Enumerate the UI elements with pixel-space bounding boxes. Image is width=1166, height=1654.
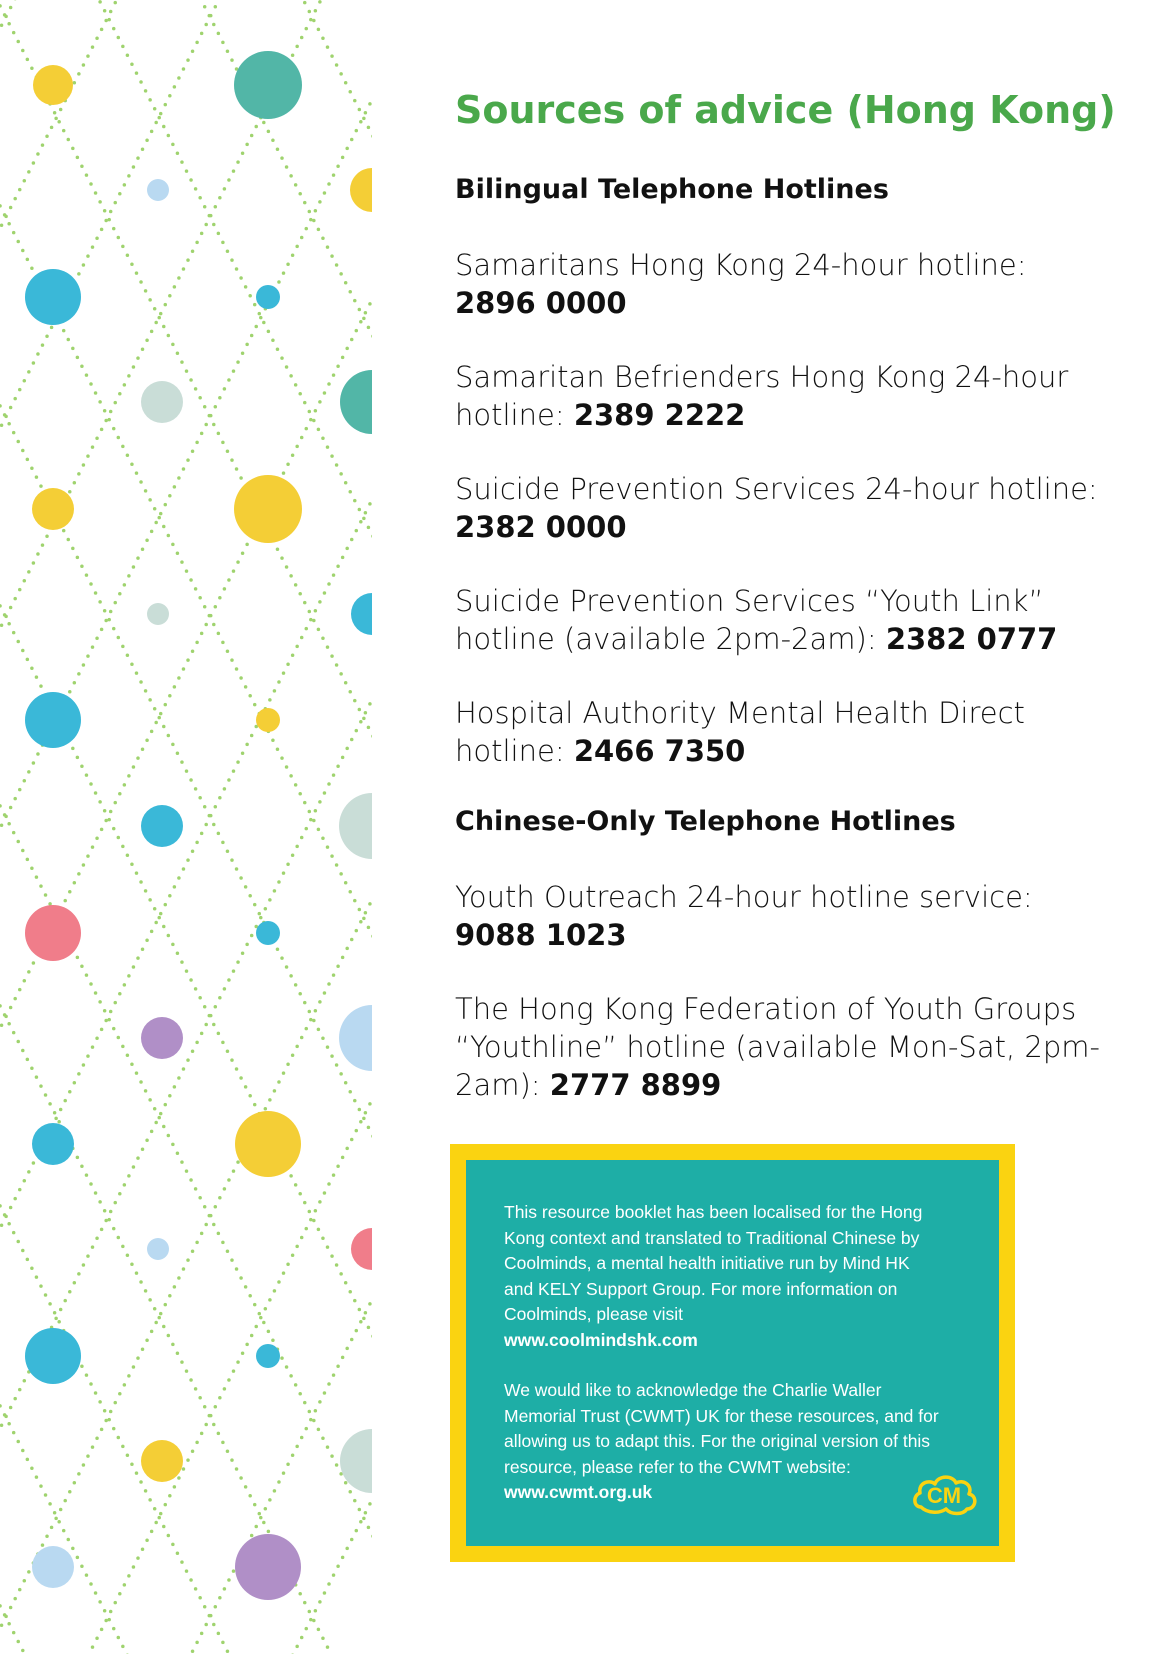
circle [25,269,81,325]
cwmt-link[interactable]: www.cwmt.org.uk [504,1482,653,1502]
circle [339,1005,372,1071]
hotline-description: Suicide Prevention Services “Youth Link” hotline (available 2pm-2am): [455,583,1044,656]
circle [340,370,372,434]
hotline-number: 2466 7350 [573,733,746,768]
circle [141,381,183,423]
hotline-number: 2389 2222 [573,397,746,432]
circle [32,488,74,530]
hotline-description: The Hong Kong Federation of Youth Groups “Youthline” hotline (available Mon-Sat, 2pm-2am): [455,992,1100,1103]
main-content [455,88,1135,1104]
hotline-description: Youth Outreach 24-hour hotline service: [455,880,1033,915]
colored-circles [25,51,372,1600]
circle [25,905,81,961]
hotline-number: 2382 0000 [455,509,627,544]
circle [256,708,280,732]
info-paragraph-coolminds [504,1200,939,1353]
circle [256,921,280,945]
lattice-lines [0,0,372,1654]
circle [350,168,372,212]
coolminds-logo [911,1469,981,1525]
circle [256,1344,280,1368]
hotline-number: 2777 8899 [549,1068,722,1103]
circle [339,793,372,859]
hotline-number: 2382 0777 [885,621,1058,656]
hotline-entry [455,470,1135,546]
info-text: This resource booklet has been localised for the Hong Kong context and translated to Traditional Chinese by Coolminds, a mental health initiative run by Mind HK and KELY Support Group. For more information on Coolminds, please visit [504,1202,923,1324]
info-box-panel [466,1160,999,1546]
decorative-dot-pattern [0,0,372,1654]
hotline-number: 2896 0000 [455,285,627,320]
circle [32,1546,74,1588]
circle [351,1228,372,1270]
circle [25,1328,81,1384]
circle [256,285,280,309]
page-title: Sources of advice (Hong Kong) [455,88,1116,132]
info-paragraph-cwmt [504,1378,939,1506]
circle [141,805,183,847]
hotline-description: Hospital Authority Mental Health Direct hotline: [455,695,1025,768]
hotline-entry [455,358,1135,434]
circle [147,179,169,201]
circle [141,1440,183,1482]
logo-text: CM [926,1482,962,1508]
hotline-entry [455,582,1135,658]
hotline-entry [455,878,1135,954]
circle [147,603,169,625]
section-heading-bilingual: Bilingual Telephone Hotlines [455,173,889,205]
circle [32,1123,74,1165]
circle [234,51,302,119]
hotline-entry [455,990,1135,1104]
circle [235,1111,301,1177]
coolminds-link[interactable]: www.coolmindshk.com [504,1329,698,1350]
section-heading-chinese-only: Chinese-Only Telephone Hotlines [455,805,956,837]
info-text: We would like to acknowledge the Charlie Waller Memorial Trust (CWMT) UK for these resources, and for allowing us to adapt this. For the original version of this resource, please refer to the CWMT website: [504,1380,939,1477]
hotline-description: Suicide Prevention Services 24-hour hotline: [455,471,1098,506]
hotline-entry [455,694,1135,770]
circle [33,65,73,105]
hotline-description: Samaritan Befrienders Hong Kong 24-hour hotline: [455,359,1069,432]
circle [351,593,372,635]
circle [235,1534,301,1600]
hotline-entry [455,246,1135,322]
circle [234,475,302,543]
circle [141,1017,183,1059]
info-box [450,1144,1015,1562]
hotline-number: 9088 1023 [455,918,627,953]
circle [25,692,81,748]
circle [147,1238,169,1260]
hotline-description: Samaritans Hong Kong 24-hour hotline: [455,247,1027,282]
